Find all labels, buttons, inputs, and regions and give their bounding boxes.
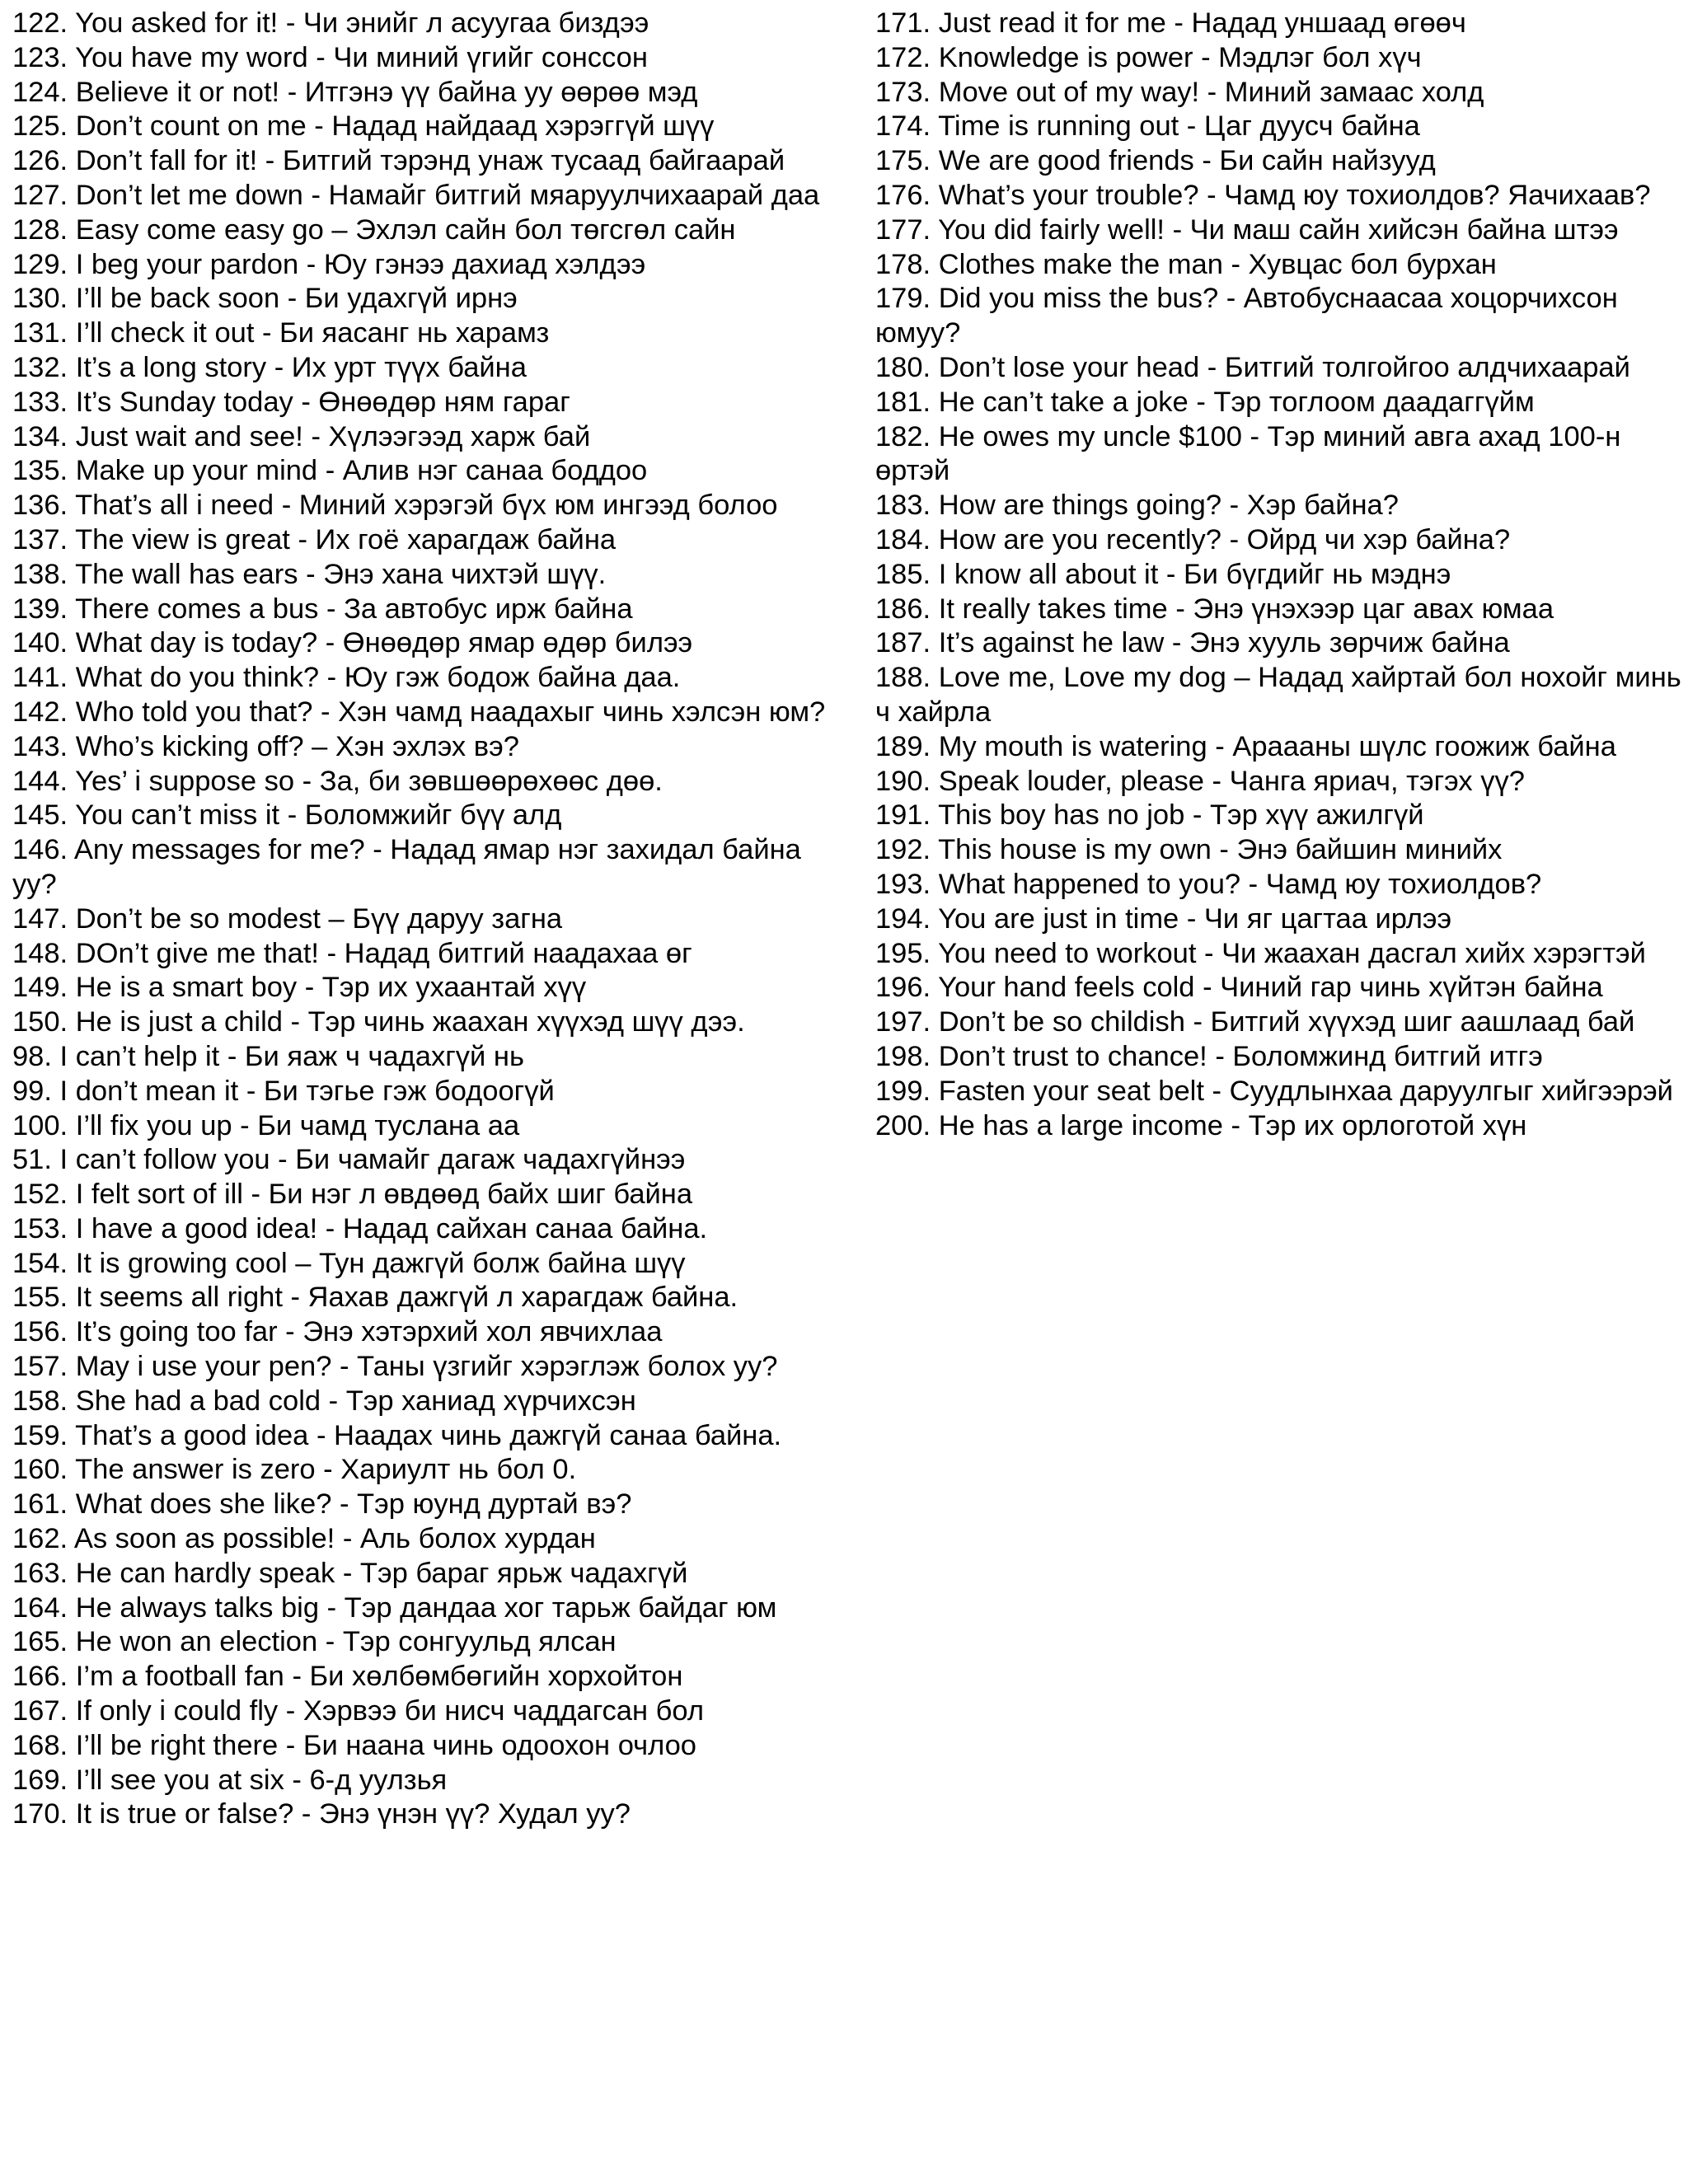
phrase-entry: 149. He is a smart boy - Тэр их ухаантай хүү [12, 972, 587, 1004]
phrase-entry: 198. Don’t trust to chance! - Боломжинд битгий итгэ [875, 1040, 1543, 1072]
phrase-entry: 190. Speak louder, please - Чанга яриач, тэгэх үү? [875, 765, 1525, 797]
phrase-entry: 129. I beg your pardon - Юу гэнээ дахиад хэлдээ [12, 248, 646, 280]
phrase-entry: 200. He has a large income - Тэр их орлоготой хүн [875, 1109, 1527, 1141]
phrase-entry: 125. Don’t count on me - Надад найдаад хэрэггүй шүү [12, 110, 715, 143]
phrase-entry: 126. Don’t fall for it! - Битгий тэрэнд унаж тусаад байгаарай [12, 145, 785, 177]
phrase-list-right [875, 7, 1683, 1143]
phrase-entry: 183. How are things going? - Хэр байна? [875, 490, 1399, 522]
phrase-entry: 123. You have my word - Чи миний үгийг сонссон [12, 41, 648, 73]
phrase-entry: 178. Clothes make the man - Хувцас бол бурхан [875, 248, 1497, 280]
phrase-entry: 171. Just read it for me - Надад уншаад өгөөч [875, 7, 1466, 39]
phrase-entry: 159. That’s a good idea - Наадах чинь дажгүй санаа байна. [12, 1419, 782, 1451]
phrase-entry: 193. What happened to you? - Чамд юу тохиолдов? [875, 868, 1542, 900]
phrase-entry: 173. Move out of my way! - Миний замаас холд [875, 76, 1484, 108]
phrase-entry: 138. The wall has ears - Энэ хана чихтэй шүү. [12, 558, 607, 590]
phrase-entry: 186. It really takes time - Энэ үнэхээр цаг авах юмаа [875, 593, 1554, 625]
phrase-entry: 168. I’ll be right there - Би наана чинь одоохон очлоо [12, 1729, 696, 1761]
phrase-entry: 194. You are just in time - Чи яг цагтаа ирлээ [875, 902, 1452, 935]
phrase-entry: 160. The answer is zero - Хариулт нь бол 0. [12, 1454, 577, 1486]
phrase-entry: 140. What day is today? - Өнөөдөр ямар өдөр билээ [12, 627, 693, 659]
phrase-entry: 100. I’ll fix you up - Би чамд туслана аа [12, 1109, 520, 1141]
phrase-entry: 162. As soon as possible! - Аль болох хурдан [12, 1523, 596, 1555]
phrase-entry: 165. He won an election - Тэр сонгуульд ялсан [12, 1626, 617, 1658]
phrase-entry: 132. It’s a long story - Их урт түүх байна [12, 351, 527, 383]
phrase-entry: 195. You need to workout - Чи жаахан дасгал хийх хэрэгтэй [875, 937, 1646, 969]
phrase-entry: 177. You did fairly well! - Чи маш сайн хийсэн байна штээ [875, 213, 1619, 246]
phrase-entry: 169. I’ll see you at six - 6-д уулзья [12, 1764, 448, 1796]
phrase-entry: 146. Any messages for me? - Надад ямар нэг захидал байна уу? [12, 834, 801, 900]
phrase-entry: 199. Fasten your seat belt - Суудлынхаа даруулгыг хийгээрэй [875, 1075, 1673, 1107]
phrase-entry: 188. Love me, Love my dog – Надад хайртай бол нохойг минь ч хайрла [875, 662, 1681, 728]
phrase-entry: 130. I’ll be back soon - Би удахгүй ирнэ [12, 283, 518, 315]
phrase-entry: 141. What do you think? - Юу гэж бодож байна даа. [12, 662, 681, 694]
phrase-entry: 134. Just wait and see! - Хүлээгээд харж бай [12, 420, 591, 452]
phrase-entry: 139. There comes a bus - За автобус ирж байна [12, 593, 633, 625]
phrase-entry: 158. She had a bad cold - Тэр ханиад хүрчихсэн [12, 1385, 636, 1417]
phrase-entry: 127. Don’t let me down - Намайг битгий мяаруулчихаарай даа [12, 179, 820, 211]
phrase-entry: 145. You can’t miss it - Боломжийг бүү алд [12, 799, 562, 832]
phrase-entry: 181. He can’t take a joke - Тэр тоглоом даадаггүйм [875, 386, 1535, 418]
phrase-entry: 51. I can’t follow you - Би чамайг дагаж чадахгүйнээ [12, 1144, 686, 1176]
phrase-entry: 163. He can hardly speak - Тэр бараг ярьж чадахгүй [12, 1557, 688, 1589]
phrase-entry: 192. This house is my own - Энэ байшин минийх [875, 834, 1503, 866]
phrase-entry: 154. It is growing cool – Тун дажгүй болж байна шүү [12, 1247, 686, 1279]
phrase-entry: 189. My mouth is watering - Араааны шүлс гоожиж байна [875, 730, 1616, 762]
phrase-entry: 124. Believe it or not! - Итгэнэ үү байна уу өөрөө мэд [12, 76, 698, 108]
phrase-entry: 135. Make up your mind - Алив нэг санаа боддоо [12, 455, 648, 487]
phrase-entry: 147. Don’t be so modest – Бүү даруу загна [12, 902, 563, 935]
phrase-entry: 164. He always talks big - Тэр дандаа хог тарьж байдаг юм [12, 1591, 777, 1624]
phrase-entry: 179. Did you miss the bus? - Автобуснаасаа хоцорчихсон юмуу? [875, 283, 1618, 349]
phrase-entry: 128. Easy come easy go – Эхлэл сайн бол төгсгөл сайн [12, 213, 736, 246]
phrase-entry: 131. I’ll check it out - Би яасанг нь харамз [12, 317, 550, 349]
phrase-entry: 197. Don’t be so childish - Битгий хүүхэд шиг аашлаад бай [875, 1006, 1635, 1038]
phrase-entry: 122. You asked for it! - Чи энийг л асуугаа биздээ [12, 7, 649, 39]
phrase-entry: 156. It’s going too far - Энэ хэтэрхий хол явчихлаа [12, 1316, 663, 1348]
phrase-entry: 182. He owes my uncle $100 - Тэр миний авга ахад 100-н өртэй [875, 420, 1621, 487]
phrase-entry: 133. It’s Sunday today - Өнөөдөр ням гараг [12, 386, 570, 418]
phrase-entry: 167. If only i could fly - Хэрвээ би нисч чаддагсан бол [12, 1695, 704, 1727]
phrase-entry: 98. I can’t help it - Би яаж ч чадахгүй нь [12, 1040, 524, 1072]
phrase-entry: 176. What’s your trouble? - Чамд юу тохиолдов? Яачихаав? [875, 179, 1651, 211]
phrase-entry: 172. Knowledge is power - Мэдлэг бол хүч [875, 41, 1422, 73]
phrase-entry: 161. What does she like? - Тэр юунд дуртай вэ? [12, 1488, 632, 1521]
phrase-entry: 153. I have a good idea! - Надад сайхан санаа байна. [12, 1212, 708, 1244]
phrase-entry: 170. It is true or false? - Энэ үнэн үү? Худал уу? [12, 1798, 631, 1830]
phrase-entry: 99. I don’t mean it - Би тэгье гэж бодоогүй [12, 1075, 555, 1107]
phrase-entry: 184. How are you recently? - Ойрд чи хэр байна? [875, 523, 1511, 555]
phrase-entry: 150. He is just a child - Тэр чинь жаахан хүүхэд шүү дээ. [12, 1006, 745, 1038]
phrase-entry: 175. We are good friends - Би сайн найзууд [875, 145, 1436, 177]
phrase-entry: 143. Who’s kicking off? – Хэн эхлэх вэ? [12, 730, 519, 762]
phrase-entry: 185. I know all about it - Би бүгдийг нь мэднэ [875, 558, 1451, 590]
phrase-entry: 142. Who told you that? - Хэн чамд наадахыг чинь хэлсэн юм? [12, 696, 826, 728]
phrase-entry: 148. DOn’t give me that! - Надад битгий наадахаа өг [12, 937, 692, 969]
phrase-entry: 191. This boy has no job - Тэр хүү ажилгүй [875, 799, 1424, 832]
phrase-entry: 166. I’m a football fan - Би хөлбөмбөгийн хорхойтон [12, 1661, 683, 1693]
phrase-entry: 157. May i use your pen? - Таны үзгийг хэрэглэж болох уу? [12, 1351, 778, 1383]
phrase-entry: 196. Your hand feels cold - Чиний гар чинь хүйтэн байна [875, 972, 1603, 1004]
phrase-entry: 137. The view is great - Их гоё харагдаж байна [12, 523, 617, 555]
phrase-entry: 174. Time is running out - Цаг дуусч байна [875, 110, 1420, 143]
phrase-list-left [12, 7, 845, 1832]
phrase-entry: 180. Don’t lose your head - Битгий толгойгоо алдчихаарай [875, 351, 1630, 383]
phrase-entry: 187. It’s against he law - Энэ хууль зөрчиж байна [875, 627, 1510, 659]
phrase-entry: 152. I felt sort of ill - Би нэг л өвдөөд байх шиг байна [12, 1179, 693, 1211]
phrase-entry: 136. That’s all i need - Миний хэрэгэй бүх юм ингээд болоо [12, 490, 778, 522]
phrase-entry: 144. Yes’ i suppose so - За, би зөвшөөрөхөөс дөө. [12, 765, 663, 797]
phrase-entry: 155. It seems all right - Яахав дажгүй л харагдаж байна. [12, 1282, 738, 1314]
